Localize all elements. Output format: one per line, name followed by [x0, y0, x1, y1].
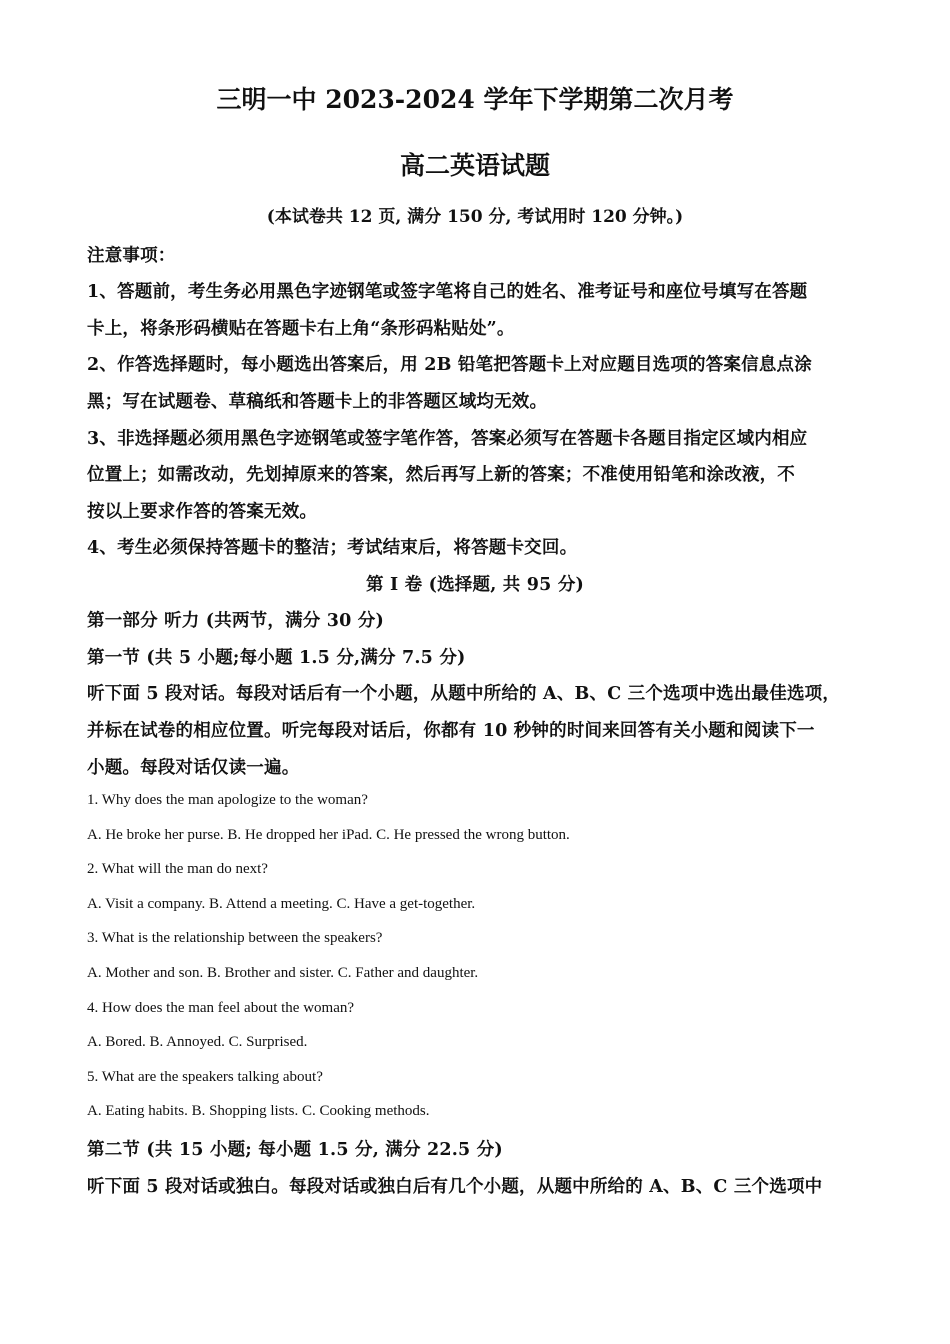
question-text: 1. Why does the man apologize to the woman?	[87, 792, 368, 808]
question-options: A. Bored. B. Annoyed. C. Surprised.	[87, 1034, 308, 1050]
exam-subtitle: 高二英语试题	[399, 151, 550, 180]
question-text: 2. What will the man do next?	[87, 861, 268, 877]
volume-heading: 第 Ⅰ 卷 (选择题, 共 95 分)	[365, 575, 585, 595]
section2-instruction: 听下面 5 段对话或独白。每段对话或独白后有几个小题，从题中所给的 A、B、C 三个选项中	[87, 1177, 823, 1197]
question-options: A. Mother and son. B. Brother and sister. C. Father and daughter.	[87, 965, 479, 981]
notice-line: 4、考生必须保持答题卡的整洁；考试结束后，将答题卡交回。	[87, 538, 578, 558]
exam-info: (本试卷共 12 页, 满分 150 分, 考试用时 120 分钟。)	[266, 207, 684, 227]
notice-line: 黑；写在试题卷、草稿纸和答题卡上的非答题区域均无效。	[87, 392, 548, 412]
question-options: A. Eating habits. B. Shopping lists. C. Cooking methods.	[87, 1103, 430, 1119]
section1-instruction: 听下面 5 段对话。每段对话后有一个小题，从题中所给的 A、B、C 三个选项中选出最佳选项，	[87, 684, 841, 704]
notice-line: 按以上要求作答的答案无效。	[87, 502, 318, 522]
question-text: 4. How does the man feel about the woman?	[87, 1000, 355, 1016]
section1-instruction: 小题。每段对话仅读一遍。	[87, 758, 300, 778]
part1-heading: 第一部分 听力 (共两节，满分 30 分)	[87, 611, 384, 631]
notice-line: 3、非选择题必须用黑色字迹钢笔或签字笔作答，答案必须写在答题卡各题目指定区域内相应	[87, 429, 808, 449]
question-text: 3. What is the relationship between the speakers?	[87, 930, 383, 946]
notice-line: 位置上；如需改动，先划掉原来的答案，然后再写上新的答案；不准使用铅笔和涂改液，不	[87, 465, 795, 485]
section1-instruction: 并标在试卷的相应位置。听完每段对话后，你都有 10 秒钟的时间来回答有关小题和阅读下一	[87, 721, 815, 741]
notice-line: 2、作答选择题时，每小题选出答案后，用 2B 铅笔把答题卡上对应题目选项的答案信息点涂	[87, 355, 812, 375]
notice-heading: 注意事项：	[87, 246, 176, 266]
question-options: A. Visit a company. B. Attend a meeting. C. Have a get-together.	[87, 896, 476, 912]
question-options: A. He broke her purse. B. He dropped her iPad. C. He pressed the wrong button.	[87, 827, 570, 843]
notice-line: 1、答题前，考生务必用黑色字迹钢笔或签字笔将自己的姓名、准考证号和座位号填写在答题	[87, 282, 808, 302]
section1-heading: 第一节 (共 5 小题;每小题 1.5 分,满分 7.5 分)	[87, 648, 466, 668]
notice-line: 卡上，将条形码横贴在答题卡右上角“条形码粘贴处”。	[87, 319, 515, 339]
section2-heading: 第二节 (共 15 小题; 每小题 1.5 分, 满分 22.5 分)	[87, 1140, 503, 1160]
question-text: 5. What are the speakers talking about?	[87, 1069, 323, 1085]
exam-title: 三明一中 2023-2024 学年下学期第二次月考	[216, 85, 734, 114]
